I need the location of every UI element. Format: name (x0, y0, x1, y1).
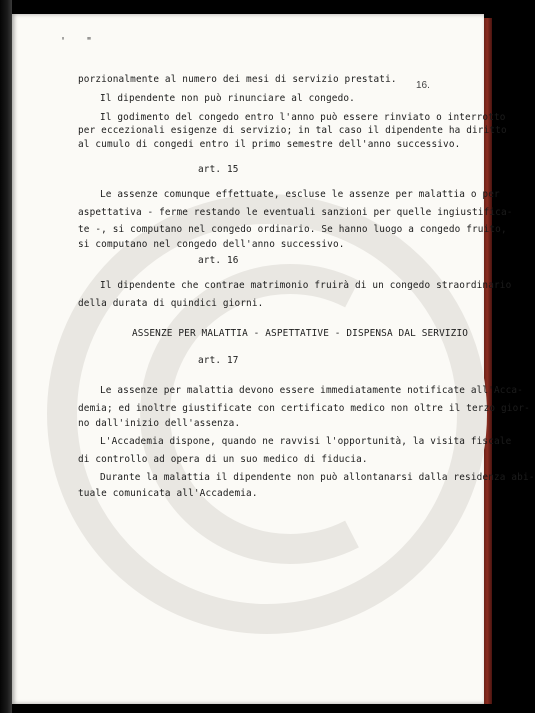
section-heading: ASSENZE PER MALATTIA - ASPETTATIVE - DISPENSA DAL SERVIZIO (132, 328, 469, 339)
article-heading: art. 15 (198, 164, 239, 175)
text-line: aspettativa - ferme restando le eventuali sanzioni per quelle ingiustifica- (78, 207, 513, 218)
text-line: demia; ed inoltre giustificate con certificato medico non oltre il terzo gior- (78, 403, 530, 414)
document-page (12, 14, 535, 704)
text-line: di controllo ad opera di un suo medico di fiducia. (78, 454, 368, 465)
text-line: te -, si computano nel congedo ordinario. Se hanno luogo a congedo fruito, (78, 224, 507, 235)
text-line: Le assenze per malattia devono essere immediatamente notificate all'Acca- (100, 385, 523, 396)
text-line: no dall'inizio dell'assenza. (78, 418, 241, 429)
text-line: Durante la malattia il dipendente non può allontanarsi dalla residenza abi- (100, 472, 535, 483)
copyright-watermark-icon (52, 134, 482, 694)
book-spine-shadow (0, 0, 12, 713)
text-line: Le assenze comunque effettuate, escluse le assenze per malattia o per (100, 189, 500, 200)
text-line: Il godimento del congedo entro l'anno può essere rinviato o interrotto (100, 112, 506, 123)
text-line: tuale comunicata all'Accademia. (78, 488, 258, 499)
margin-mark: " (86, 36, 93, 47)
text-line: della durata di quindici giorni. (78, 298, 264, 309)
text-line: L'Accademia dispone, quando ne ravvisi l'opportunità, la visita fiscale (100, 436, 512, 447)
text-line: Il dipendente non può rinunciare al congedo. (100, 93, 355, 104)
text-line: porzionalmente al numero dei mesi di servizio prestati. (78, 74, 397, 85)
text-line: per eccezionali esigenze di servizio; in tal caso il dipendente ha diritto (78, 125, 507, 136)
page-number: 16. (416, 80, 430, 91)
text-line: Il dipendente che contrae matrimonio fruirà di un congedo straordinario (100, 280, 512, 291)
text-line: si computano nel congedo dell'anno successivo. (78, 239, 345, 250)
margin-mark: ' (60, 36, 67, 47)
article-heading: art. 16 (198, 255, 239, 266)
text-line: al cumulo di congedi entro il primo semestre dell'anno successivo. (78, 139, 461, 150)
article-heading: art. 17 (198, 355, 239, 366)
